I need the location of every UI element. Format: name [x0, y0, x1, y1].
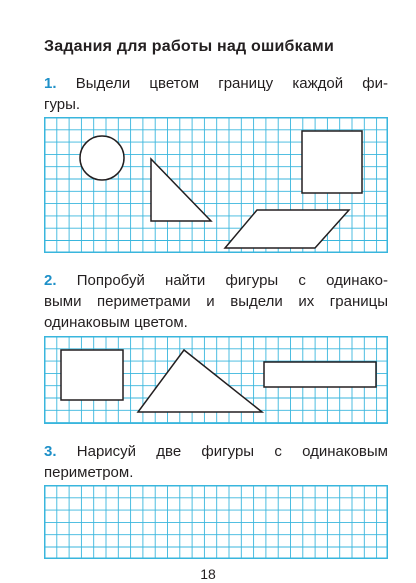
grid-task-3[interactable] [44, 485, 388, 559]
task-3-line-2: периметром. [44, 464, 134, 481]
grid-task-2-svg [44, 336, 388, 424]
task-1-number: 1. [44, 75, 57, 92]
square-shape [302, 131, 362, 193]
task-3-number: 3. [44, 443, 57, 460]
rectangle-shape [264, 362, 376, 387]
task-3-line-1: Нарисуй две фигуры с одинаковым [76, 443, 388, 460]
task-3-text [44, 441, 388, 483]
page-number: 18 [200, 566, 216, 582]
page-heading: Задания для работы над ошибками [44, 38, 335, 55]
task-1-line-2: гуры. [44, 96, 81, 113]
square-shape-2 [61, 350, 123, 400]
triangle-shape-2 [138, 350, 262, 412]
grid-task-3-svg [44, 485, 388, 559]
grid-task-1-shapes [80, 131, 362, 248]
grid-task-1 [44, 117, 388, 253]
grid-task-2-shapes [61, 350, 376, 412]
circle-shape [80, 136, 124, 180]
task-2-text [44, 270, 388, 333]
grid-task-3-lines [44, 485, 388, 559]
grid-task-1-svg [44, 117, 388, 253]
task-2-number: 2. [44, 272, 57, 289]
task-2-line-1: Попробуй найти фигуры с одинако- [76, 272, 388, 289]
triangle-shape [151, 159, 211, 221]
task-1-line-1: Выдели цветом границу каждой фи- [75, 75, 388, 92]
grid-task-2 [44, 336, 388, 424]
task-2-line-3: одинаковым цветом. [44, 314, 188, 331]
task-2-line-2: выми периметрами и выдели их границы [44, 293, 388, 310]
task-1-text [44, 73, 388, 115]
